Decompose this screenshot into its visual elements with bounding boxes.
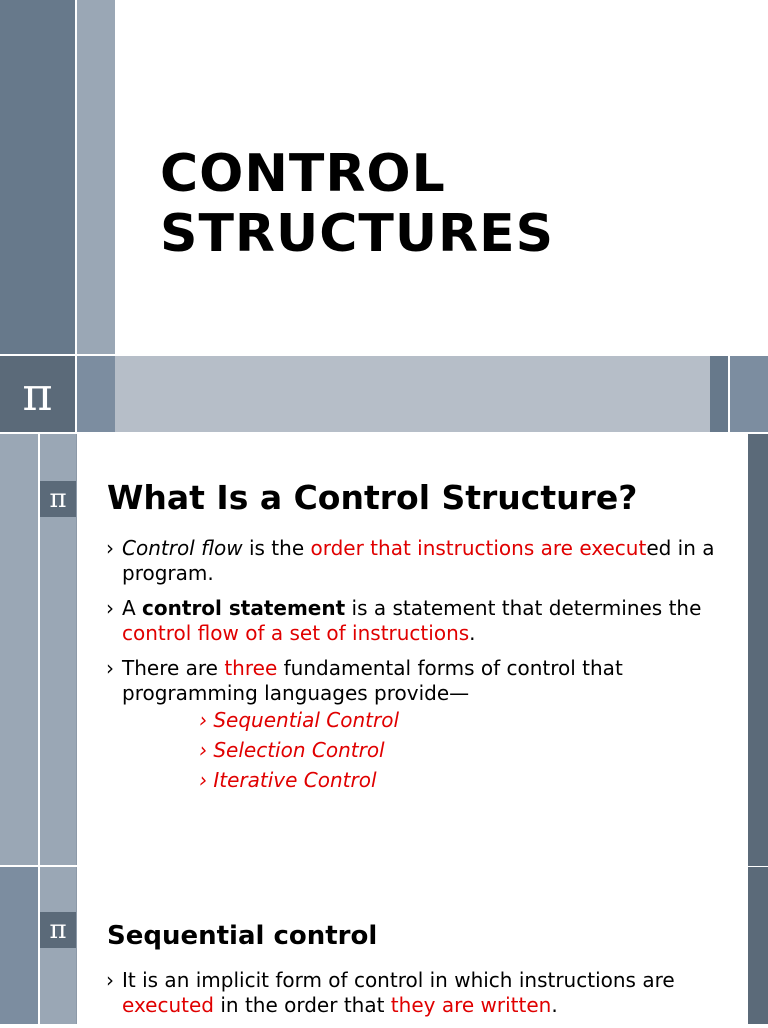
pi-icon: π bbox=[40, 912, 76, 948]
slide2-left-bar-light bbox=[0, 434, 38, 866]
highlight: control flow of a set of instructions bbox=[122, 620, 470, 645]
slide2-left-edge bbox=[76, 434, 77, 866]
highlight: they are written bbox=[390, 992, 552, 1017]
highlight: order that instructions are execut bbox=[310, 536, 647, 560]
sub-item-iterative: › Iterative Control bbox=[199, 768, 377, 792]
slide1-left-bar-dark bbox=[0, 0, 75, 354]
text: It is an implicit form of control in which instructions are bbox=[122, 968, 675, 992]
text: ed in a program. bbox=[122, 536, 715, 585]
slide3-bullet-list bbox=[106, 968, 726, 1028]
slide2-right-bar bbox=[748, 434, 768, 866]
sub-item-selection: › Selection Control bbox=[199, 738, 385, 762]
pi-icon: π bbox=[22, 367, 53, 421]
bullet-marker: › bbox=[106, 536, 114, 560]
slide1-title-line1: CONTROL bbox=[160, 144, 446, 204]
text: There are bbox=[122, 656, 225, 680]
slide1-title-line2: STRUCTURES bbox=[160, 204, 555, 264]
slide2-top-divider bbox=[0, 432, 768, 434]
text: is a statement that determines the bbox=[345, 596, 702, 620]
text: fundamental forms of control that programming languages provide— bbox=[122, 656, 623, 705]
slide1-band-mid bbox=[77, 356, 115, 432]
slide3-left-edge bbox=[76, 867, 77, 1024]
slide1-title bbox=[160, 144, 554, 264]
slide2-bullet-2 bbox=[106, 596, 746, 645]
slide3-bullet-1 bbox=[106, 968, 726, 1017]
slide1-band-right-dark bbox=[710, 356, 728, 432]
bullet-marker: › bbox=[106, 656, 114, 680]
pi-icon: π bbox=[40, 481, 76, 517]
term-control-statement: control statement bbox=[142, 596, 346, 620]
slide2-title: What Is a Control Structure? bbox=[107, 478, 638, 517]
bullet-marker: › bbox=[106, 968, 114, 992]
sub-item-sequential: › Sequential Control bbox=[199, 708, 400, 732]
text: . bbox=[469, 620, 476, 645]
slide2-bullet-list bbox=[106, 536, 746, 716]
text: . bbox=[551, 992, 558, 1017]
slide3-title: Sequential control bbox=[107, 921, 378, 951]
slide3-right-bar bbox=[748, 867, 768, 1024]
text: A bbox=[122, 596, 143, 620]
highlight: executed bbox=[122, 992, 214, 1017]
term-control-flow: Control flow bbox=[122, 536, 243, 560]
text: is the bbox=[242, 536, 311, 560]
slide2-bullet-3 bbox=[106, 656, 746, 705]
slide1-band-right-light bbox=[730, 356, 768, 432]
slide2-sub-list bbox=[199, 705, 399, 795]
text: in the order that bbox=[214, 992, 391, 1017]
slide2-bullet-1 bbox=[106, 536, 746, 585]
bullet-marker: › bbox=[106, 596, 114, 620]
slide1-band bbox=[115, 356, 710, 432]
slide3-left-bar-light bbox=[0, 867, 38, 1024]
highlight: three bbox=[224, 656, 278, 680]
slide1-left-bar-light bbox=[77, 0, 115, 354]
